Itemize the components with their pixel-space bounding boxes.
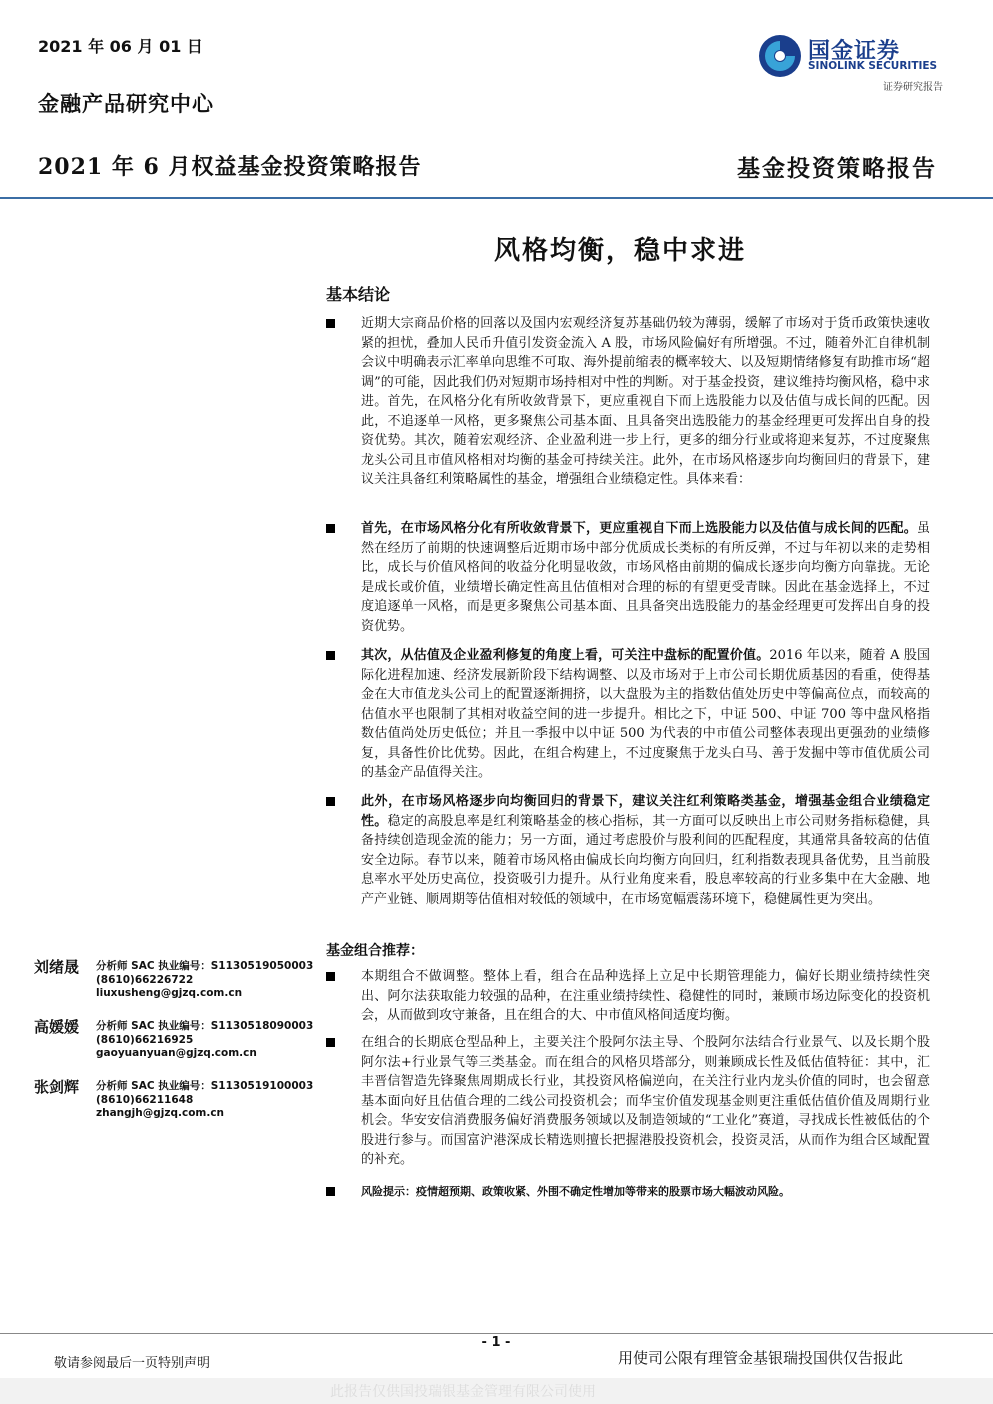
conclusion-item [326, 519, 930, 636]
logo-text-cn: 国金证券 [808, 39, 901, 64]
analyst-cert: S1130519050003 [210, 960, 314, 972]
conclusions-title: 基本结论 [326, 285, 391, 304]
analyst-name: 刘绪晟 [34, 958, 80, 976]
conclusion-text: 稳定的高股息率是红利策略基金的核心指标，其一方面可以反映出上市公司财务指标稳健，具备持续创造现金流的能力；另一方面，通过考虑股价与股利间的匹配程度，其通常具备较高的估值安全边际。春节以来，随着市场风格由偏成长向均衡方向回归，红利指数表现具备优势，且当前股息率水平处历史高位，投资吸引力提升。从行业角度来看，股息率较高的行业多集中在大金融、地产产业链、顺周期等估值相对较低的领域中，在市场宽幅震荡环境下，稳健属性更为突出。 [361, 813, 930, 907]
analyst-cert-label: 分析师 SAC 执业编号： [96, 1020, 211, 1032]
analyst-phone: (8610)66211648 [96, 1093, 194, 1106]
portfolio-text: 本期组合不做调整。整体上看，组合在品种选择上立足中长期管理能力，偏好长期业绩持续性突出、阿尔法获取能力较强的品种，在注重业绩持续性、稳健性的同时，兼顾市场边际变化的投资机会，从而做到攻守兼备，且在组合的大、中市值风格间适度均衡。 [361, 969, 930, 1023]
bullet-square-icon [326, 1187, 335, 1196]
report-type: 基金投资策略报告 [737, 155, 937, 182]
bullet-square-icon [326, 797, 335, 806]
conclusion-lead: 此外，在市场风格逐步向均衡回归的背景下，建议关注红利策略类基金，增强基金组合业绩稳定性。 [361, 794, 930, 829]
bullet-square-icon [326, 651, 335, 660]
report-date: 2021 年 06 月 01 日 [38, 37, 203, 56]
footer-divider [0, 1333, 993, 1334]
bullet-square-icon [326, 524, 335, 533]
analyst-info [96, 1080, 313, 1121]
portfolio-item [326, 1033, 930, 1170]
bullet-square-icon [326, 1038, 335, 1047]
headline: 风格均衡，稳中求进 [494, 236, 747, 266]
conclusion-item [326, 792, 930, 909]
footer-usage-note: 用使司公限有理管金基银瑞投国供仅告报此 [618, 1349, 904, 1367]
risk-text: 风险提示：疫情超预期、政策收紧、外围不确定性增加等带来的股票市场大幅波动风险。 [361, 1185, 790, 1198]
analyst-cert-label: 分析师 SAC 执业编号： [96, 1080, 211, 1092]
footer-disclaimer: 敬请参阅最后一页特别声明 [54, 1356, 211, 1371]
report-title: 2021 年 6 月权益基金投资策略报告 [38, 154, 422, 180]
conclusion-text: 虽然在经历了前期的快速调整后近期市场中部分优质成长类标的有所反弹，不过与年初以来的走势相比，成长与价值风格间的收益分化明显收敛，市场风格由前期的偏成长逐步向均衡方向靠拢。无论是成长或价值，业绩增长确定性高且估值相对合理的标的有望更受青睐。因此在基金选择上，不过度追逐单一风格，而是更多聚焦公司基本面、且具备突出选股能力的基金经理更可发挥出自身的投资优势。 [361, 521, 930, 634]
analyst-info [96, 960, 313, 1001]
analyst-cert: S1130519100003 [210, 1080, 314, 1092]
analyst-info [96, 1020, 313, 1061]
analyst-cert: S1130518090003 [210, 1020, 314, 1032]
logo-text-en: SINOLINK SECURITIES [808, 60, 938, 72]
analyst-cert-label: 分析师 SAC 执业编号： [96, 960, 211, 972]
logo-mark-icon [756, 32, 804, 80]
bullet-square-icon [326, 972, 335, 981]
bullet-square-icon [326, 319, 335, 328]
conclusion-item [326, 646, 930, 783]
analyst-name: 张剑辉 [34, 1078, 80, 1096]
risk-item [326, 1184, 930, 1200]
analyst-email: liuxusheng@gjzq.com.cn [96, 987, 243, 999]
analyst-email: gaoyuanyuan@gjzq.com.cn [96, 1047, 257, 1059]
analyst-phone: (8610)66226722 [96, 973, 194, 986]
header-divider [0, 197, 993, 199]
analyst-phone: (8610)66216925 [96, 1033, 194, 1046]
conclusion-lead: 其次，从估值及企业盈利修复的角度上看，可关注中盘标的配置价值。 [361, 648, 770, 663]
analyst-email: zhangjh@gjzq.com.cn [96, 1107, 225, 1119]
analyst-name: 高媛媛 [34, 1018, 80, 1036]
portfolio-text: 在组合的长期底仓型品种上，主要关注个股阿尔法主导、个股阿尔法结合行业景气、以及长期个股阿尔法+行业景气等三类基金。而在组合的风格贝塔部分，则兼顾成长性及低估值特征：其中，汇丰晋信智造先锋聚焦周期成长行业，其投资风格偏逆向，在关注行业内龙头价值的同时，也会留意基本面向好且估值合理的二线公司投资机会；而华宝价值发现基金则更注重低估值价值及周期行业机会。华安安信消费服务偏好消费服务领域以及制造领域的“工业化”赛道，寻找成长性被低估的个股进行参与。而国富沪港深成长精选则擅长把握港股投资机会，投资灵活，从而作为组合区域配置的补充。 [361, 1035, 930, 1167]
logo-subtitle: 证券研究报告 [883, 82, 943, 93]
conclusion-text: 近期大宗商品价格的回落以及国内宏观经济复苏基础仍较为薄弱，缓解了市场对于货币政策快速收紧的担忧，叠加人民币升值引发资金流入 A 股，市场风险偏好有所增强。不过，随着外汇自律机制会议中明确表示汇率单向思维不可取、海外提前缩表的概率较大、以及短期情绪修复有助推市场“超调”的可能，因此我们仍对短期市场持相对中性的判断。对于基金投资，建议维持均衡风格，稳中求进。首先，在风格分化有所收敛背景下，更应重视自下而上选股能力以及估值与成长间的匹配。因此，不追逐单一风格，更多聚焦公司基本面、且具备突出选股能力的基金经理更可发挥出自身的投资优势。其次，随着宏观经济、企业盈利进一步上行，更多的细分行业或将迎来复苏，不过度聚焦龙头公司且市值风格相对均衡的基金可持续关注。此外，在市场风格逐步向均衡回归的背景下，建议关注具备红利策略属性的基金，增强组合业绩稳定性。具体来看： [361, 316, 930, 487]
conclusion-item [326, 314, 930, 490]
portfolio-item [326, 967, 930, 1026]
conclusion-text: 2016 年以来，随着 A 股国际化进程加速、经济发展新阶段下结构调整、以及市场对于上市公司长期优质基因的看重，使得基金在大市值龙头公司上的配置逐渐拥挤，以大盘股为主的指数估值处历史中等偏高位点，而较高的估值水平也限制了其相对收益空间的进一步提升。相比之下，中证 500、中证 700 等中盘风格指数估值尚处历史低位；并且一季报中以中证 500 为代表的中市值公司整体表现出更强劲的业绩修复，具备性价比优势。因此，在组合构建上，不过度聚焦于龙头白马、善于发掘中等市值优质公司的基金产品值得关注。 [361, 648, 930, 780]
page-number: - 1 - [481, 1335, 511, 1350]
portfolio-title: 基金组合推荐： [326, 943, 424, 959]
conclusion-lead: 首先，在市场风格分化有所收敛背景下，更应重视自下而上选股能力以及估值与成长间的匹配。 [361, 521, 917, 536]
research-center: 金融产品研究中心 [38, 91, 214, 116]
watermark-text: 此报告仅供国投瑞银基金管理有限公司使用 [330, 1384, 596, 1400]
